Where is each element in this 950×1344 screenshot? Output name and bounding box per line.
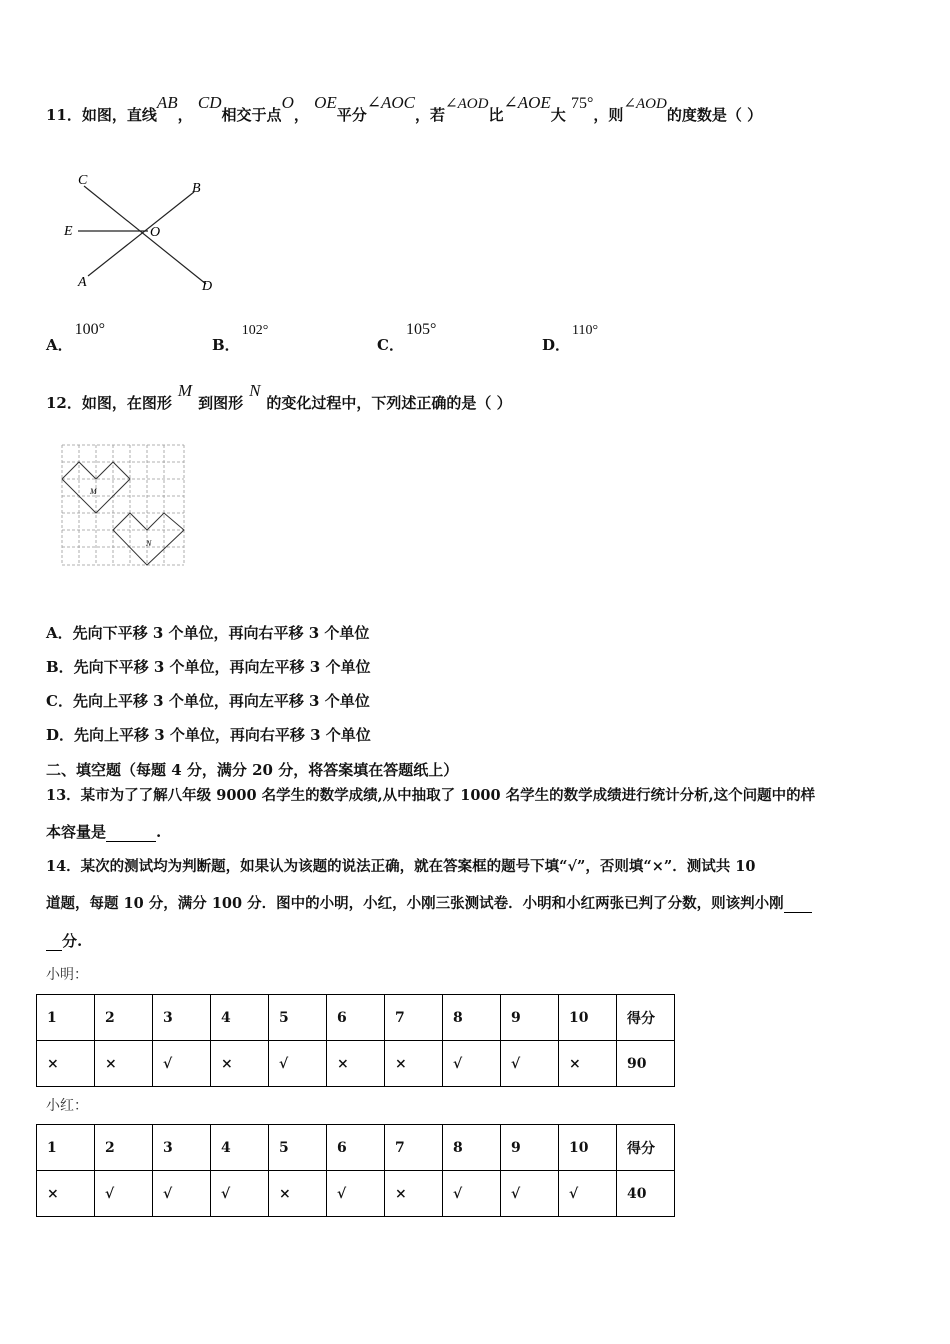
table-cell: 5 — [269, 1125, 327, 1171]
q11-stem: 11．如图，直线AB， CD相交于点O， OE平分∠AOC，若∠AOD比∠AOE大 75°，则∠AOD的度数是（ ） — [46, 93, 763, 124]
table-cell: 9 — [501, 1125, 559, 1171]
table-header-row — [37, 995, 675, 1041]
q13-line1: 13．某市为了了解八年级 9000 名学生的数学成绩,从中抽取了 1000 名学生的数学成绩进行统计分析,这个问题中的样 — [46, 787, 816, 804]
q11-option-b[interactable]: B．102° — [212, 323, 269, 354]
label-m: M — [90, 487, 97, 496]
table-cell: 5 — [269, 995, 327, 1041]
table-cell: √ — [501, 1041, 559, 1087]
q11-option-d[interactable]: D．110° — [542, 323, 599, 354]
q13-answer-blank[interactable] — [106, 823, 156, 842]
table-cell: √ — [95, 1171, 153, 1217]
label-o: O — [150, 225, 161, 240]
label-b: B — [192, 181, 201, 196]
q14-line1: 14．某次的测试均为判断题，如果认为该题的说法正确，就在答案框的题号下填“√”，否则填“×”．测试共 10 — [46, 858, 756, 875]
table-cell: 2 — [95, 995, 153, 1041]
math-cd: CD — [197, 93, 222, 112]
table-cell: × — [95, 1041, 153, 1087]
table-cell: 得分 — [617, 1125, 675, 1171]
table-cell: 1 — [37, 995, 95, 1041]
math-aoc: ∠AOC — [366, 93, 416, 112]
q14-answer-blank-b[interactable] — [46, 932, 62, 951]
table-cell: √ — [153, 1041, 211, 1087]
q12-option-d[interactable]: D．先向上平移 3 个单位，再向右平移 3 个单位 — [46, 726, 371, 744]
math-75deg: 75° — [571, 95, 594, 112]
label-n: N — [146, 539, 152, 548]
table-cell: 8 — [443, 995, 501, 1041]
table-cell: √ — [211, 1171, 269, 1217]
table-cell: × — [559, 1041, 617, 1087]
table-cell: 40 — [617, 1171, 675, 1217]
table-cell: × — [385, 1171, 443, 1217]
q14-line2: 道题，每题 10 分，满分 100 分．图中的小明，小红，小刚三张测试卷．小明和小红两张已判了分数，则该判小刚 — [46, 892, 812, 913]
q12-stem: 12．如图，在图形M到图形N的变化过程中，下列述正确的是（ ） — [46, 381, 512, 412]
table-cell: × — [37, 1171, 95, 1217]
label-e: E — [64, 224, 73, 239]
table-cell: × — [385, 1041, 443, 1087]
table-cell: 1 — [37, 1125, 95, 1171]
table-cell: √ — [269, 1041, 327, 1087]
answer-table-xiaohong — [36, 1124, 675, 1217]
q14-answer-blank-a[interactable] — [784, 895, 812, 913]
table-cell: 9 — [501, 995, 559, 1041]
table-cell: √ — [153, 1171, 211, 1217]
table-cell: 3 — [153, 995, 211, 1041]
line-cd — [84, 186, 206, 284]
table-cell: 3 — [153, 1125, 211, 1171]
label-c: C — [78, 173, 88, 188]
table-cell: 6 — [327, 995, 385, 1041]
table-cell: 90 — [617, 1041, 675, 1087]
table-cell: √ — [501, 1171, 559, 1217]
table-cell: 6 — [327, 1125, 385, 1171]
table-cell: 10 — [559, 995, 617, 1041]
table-cell: × — [269, 1171, 327, 1217]
math-n: N — [249, 381, 261, 400]
table-cell: 4 — [211, 995, 269, 1041]
table-cell: √ — [559, 1171, 617, 1217]
table-cell: √ — [443, 1041, 501, 1087]
table-cell: 2 — [95, 1125, 153, 1171]
figure-intersecting-lines — [58, 168, 228, 298]
section-heading: 二、填空题（每题 4 分，满分 20 分，将答案填在答题纸上） — [46, 761, 459, 779]
label-d: D — [202, 279, 213, 294]
table-cell: 4 — [211, 1125, 269, 1171]
q11-option-c[interactable]: C．105° — [377, 321, 437, 354]
table-row — [37, 1041, 675, 1087]
line-ab — [88, 192, 194, 276]
figure-grid-hearts — [60, 443, 190, 569]
math-oe: OE — [314, 93, 337, 112]
q12-option-a[interactable]: A．先向下平移 3 个单位，再向右平移 3 个单位 — [46, 624, 370, 642]
table-cell: 8 — [443, 1125, 501, 1171]
table-row — [37, 1171, 675, 1217]
table-cell: × — [37, 1041, 95, 1087]
table-cell: 7 — [385, 1125, 443, 1171]
table-cell: × — [211, 1041, 269, 1087]
table-cell: × — [327, 1041, 385, 1087]
label-a: A — [78, 275, 87, 290]
math-aod: ∠AOD — [445, 96, 489, 112]
math-m: M — [177, 381, 193, 400]
q13-line2: 本容量是 . — [46, 823, 162, 841]
answer-table-xiaoming — [36, 994, 675, 1087]
q11-option-a[interactable]: A．100° — [46, 321, 106, 354]
table2-caption: 小红： — [46, 1098, 88, 1114]
table-cell: 7 — [385, 995, 443, 1041]
table-cell: √ — [443, 1171, 501, 1217]
math-ab: AB — [156, 93, 178, 112]
math-o: O — [281, 93, 294, 112]
table-cell: 得分 — [617, 995, 675, 1041]
q12-option-b[interactable]: B．先向下平移 3 个单位，再向左平移 3 个单位 — [46, 658, 371, 676]
table1-caption: 小明： — [46, 967, 88, 983]
q12-option-c[interactable]: C．先向上平移 3 个单位，再向左平移 3 个单位 — [46, 692, 370, 710]
math-aod-2: ∠AOD — [623, 96, 667, 112]
table-cell: √ — [327, 1171, 385, 1217]
q14-line3: 分. — [46, 930, 82, 951]
math-aoe: ∠AOE — [503, 93, 551, 112]
table-header-row — [37, 1125, 675, 1171]
table-cell: 10 — [559, 1125, 617, 1171]
